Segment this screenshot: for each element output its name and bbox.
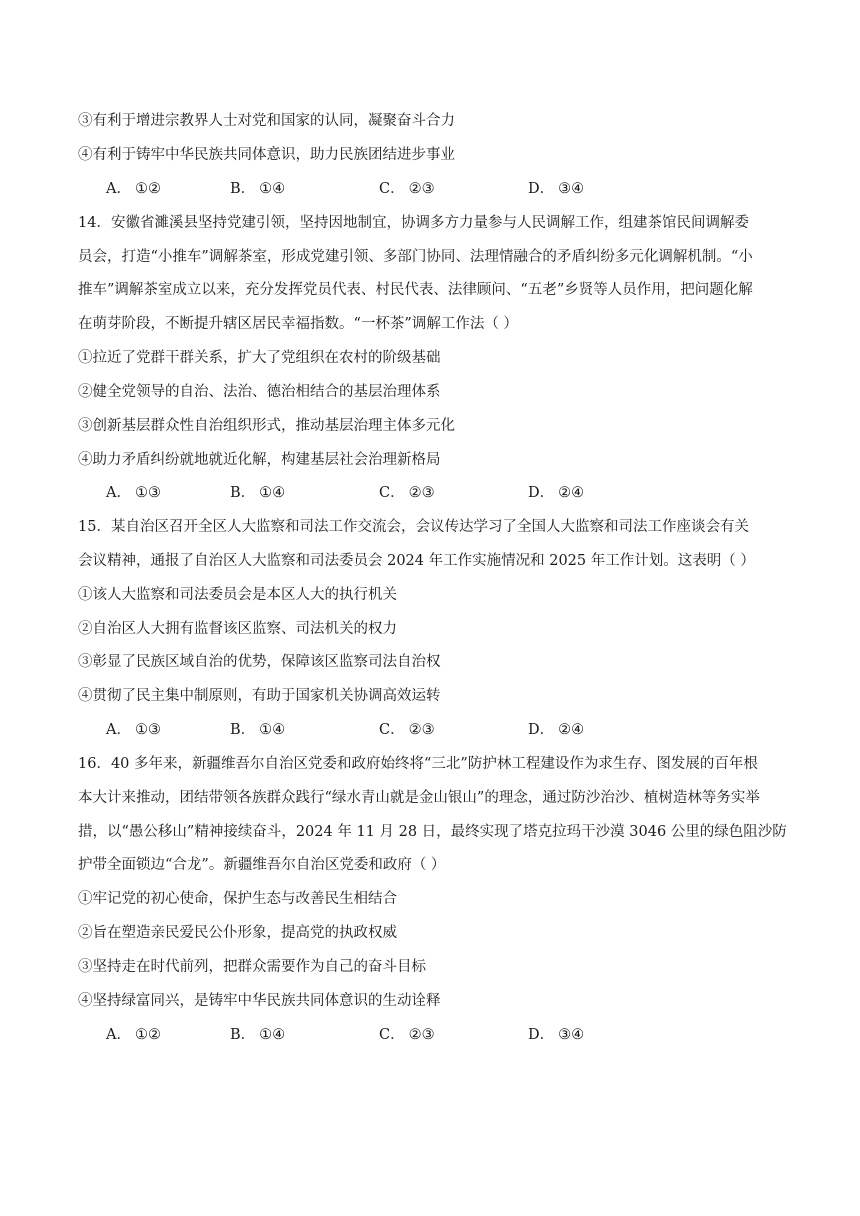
q16-statement-4: ④坚持绿富同兴，是铸牢中华民族共同体意识的生动诠释 [78,993,441,1009]
q16-stem-line: 护带全面锁边“合龙”。新疆维吾尔自治区党委和政府（ ） [78,857,446,873]
q15-statement-2: ②自治区人大拥有监督该区监察、司法机关的权力 [78,621,397,637]
option-d: D． ③④ [528,181,585,197]
q16-statement-1: ①牢记党的初心使命，保护生态与改善民生相结合 [78,891,397,907]
q15-stem-line: 15．某自治区召开全区人大监察和司法工作交流会，会议传达学习了全国人大监察和司法工作座谈会有关 [78,519,749,535]
q16-options [106,1025,756,1045]
q14-stem-line: 推车”调解茶室成立以来，充分发挥党员代表、村民代表、法律顾问、“五老”乡贤等人员作用，把问题化解 [78,282,753,298]
option-b: B． ①④ [230,181,286,197]
q14-stem-line: 在萌芽阶段，不断提升辖区居民幸福指数。“一杯茶”调解工作法（ ） [78,316,518,332]
q15-stem-line: 会议精神，通报了自治区人大监察和司法委员会 2024 年工作实施情况和 2025 年工作计划。这表明（ ） [78,553,755,569]
option-d: D． ②④ [528,722,585,738]
option-d: D． ②④ [528,485,585,501]
q16-stem-line: 本大计来推动，团结带领各族群众践行“绿水青山就是金山银山”的理念，通过防沙治沙、植树造林等务实举 [78,790,760,806]
prev-statement-4: ④有利于铸牢中华民族共同体意识，助力民族团结进步事业 [78,147,455,163]
option-a: A． ①② [106,1027,161,1043]
q14-statement-2: ②健全党领导的自治、法治、德治相结合的基层治理体系 [78,384,441,400]
q14-options [106,483,756,503]
q16-statement-2: ②旨在塑造亲民爱民公仆形象，提高党的执政权威 [78,925,397,941]
q16-stem-line: 16．40 多年来，新疆维吾尔自治区党委和政府始终将“三北”防护林工程建设作为求生存、图发展的百年根 [78,756,758,772]
q16-statement-3: ③坚持走在时代前列，把群众需要作为自己的奋斗目标 [78,959,426,975]
option-d: D． ③④ [528,1027,585,1043]
option-c: C． ②③ [379,181,435,197]
q14-statement-1: ①拉近了党群干群关系，扩大了党组织在农村的阶级基础 [78,350,441,366]
option-b: B． ①④ [230,722,286,738]
q14-statement-3: ③创新基层群众性自治组织形式，推动基层治理主体多元化 [78,418,455,434]
prev-statement-3: ③有利于增进宗教界人士对党和国家的认同，凝聚奋斗合力 [78,113,455,129]
q15-statement-4: ④贯彻了民主集中制原则，有助于国家机关协调高效运转 [78,688,441,704]
option-a: A． ①② [106,181,161,197]
q14-stem-line: 14．安徽省濉溪县坚持党建引领，坚持因地制宜，协调多方力量参与人民调解工作，组建茶馆民间调解委 [78,215,749,231]
q15-options [106,720,756,740]
prev-options [106,179,756,199]
option-b: B． ①④ [230,1027,286,1043]
q15-statement-1: ①该人大监察和司法委员会是本区人大的执行机关 [78,587,397,603]
q15-statement-3: ③彰显了民族区域自治的优势，保障该区监察司法自治权 [78,654,441,670]
option-a: A． ①③ [106,485,161,501]
option-c: C． ②③ [379,485,435,501]
option-c: C． ②③ [379,1027,435,1043]
q14-stem-line: 员会，打造“小推车”调解茶室，形成党建引领、多部门协同、法理情融合的矛盾纠纷多元化调解机制。“小 [78,249,753,265]
q16-stem-line: 措，以“愚公移山”精神接续奋斗，2024 年 11 月 28 日，最终实现了塔克拉玛干沙漠 3046 公里的绿色阻沙防 [78,824,787,840]
option-c: C． ②③ [379,722,435,738]
q14-statement-4: ④助力矛盾纠纷就地就近化解，构建基层社会治理新格局 [78,452,441,468]
option-a: A． ①③ [106,722,161,738]
option-b: B． ①④ [230,485,286,501]
